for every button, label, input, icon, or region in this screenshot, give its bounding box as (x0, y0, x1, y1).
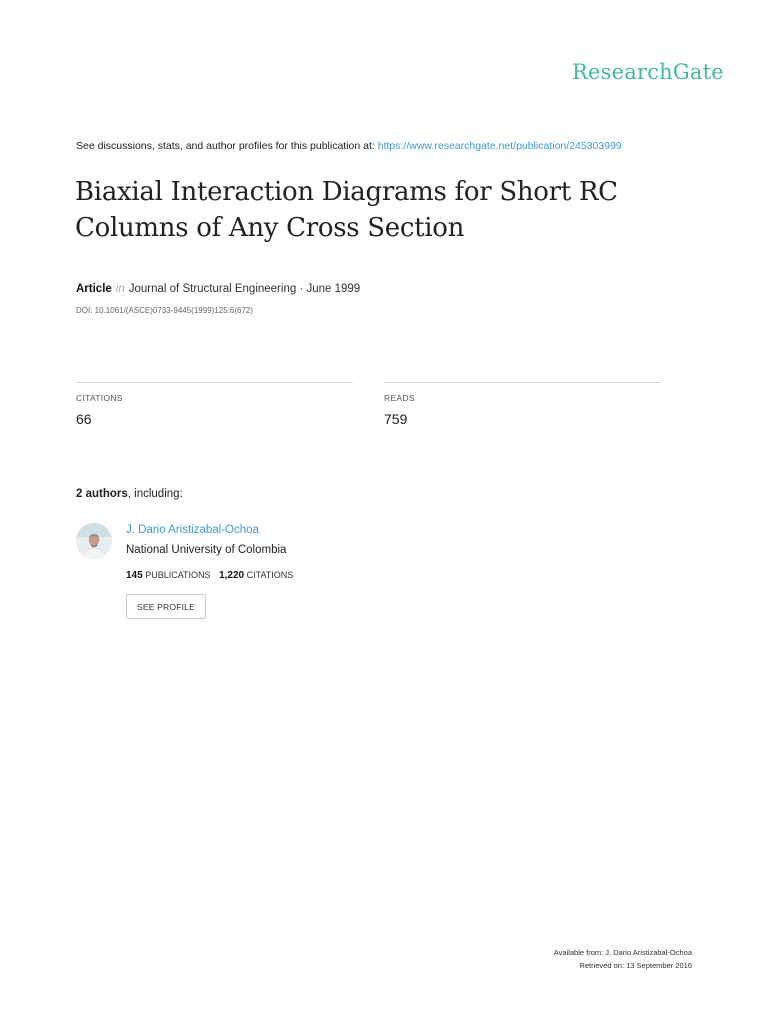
intro-text: See discussions, stats, and author profiles for this publication at: (76, 140, 378, 152)
publication-link[interactable]: https://www.researchgate.net/publication/245303999 (377, 140, 622, 152)
author-publications-count: 145 (126, 570, 143, 581)
publication-title: Biaxial Interaction Diagrams for Short RC Columns of Any Cross Section (75, 177, 618, 243)
publication-meta (76, 283, 360, 295)
authors-heading (76, 488, 183, 500)
author-name-link[interactable]: J. Dario Aristizabal-Ochoa (126, 524, 259, 536)
authors-suffix: , including: (127, 488, 183, 500)
author-stats (126, 570, 293, 581)
author-institution: National University of Colombia (126, 544, 287, 556)
divider-reads (384, 382, 661, 383)
journal-date: Journal of Structural Engineering · June 1999 (128, 283, 361, 295)
reads-label: READS (384, 393, 415, 403)
divider-citations (76, 382, 353, 383)
author-publications-label: PUBLICATIONS (145, 570, 211, 580)
see-profile-button[interactable]: SEE PROFILE (126, 594, 206, 619)
authors-count: 2 authors (76, 488, 128, 500)
retrieved-on: Retrieved on: 13 September 2016 (579, 961, 692, 970)
doi: DOI: 10.1061/(ASCE)0733-9445(1999)125:6(672) (76, 306, 253, 315)
researchgate-logo[interactable]: ResearchGate (572, 60, 724, 84)
reads-value: 759 (384, 411, 408, 427)
author-avatar[interactable] (76, 523, 112, 559)
author-citations-count: 1,220 (219, 570, 245, 581)
publication-intro (76, 140, 622, 152)
publication-type: Article (76, 283, 112, 295)
author-citations-label: CITATIONS (246, 570, 294, 580)
citations-value: 66 (76, 411, 92, 427)
available-from: Available from: J. Dario Aristizabal-Ochoa (553, 948, 692, 957)
in-label: in (115, 283, 125, 295)
citations-label: CITATIONS (76, 393, 123, 403)
person-photo-icon (76, 523, 112, 559)
